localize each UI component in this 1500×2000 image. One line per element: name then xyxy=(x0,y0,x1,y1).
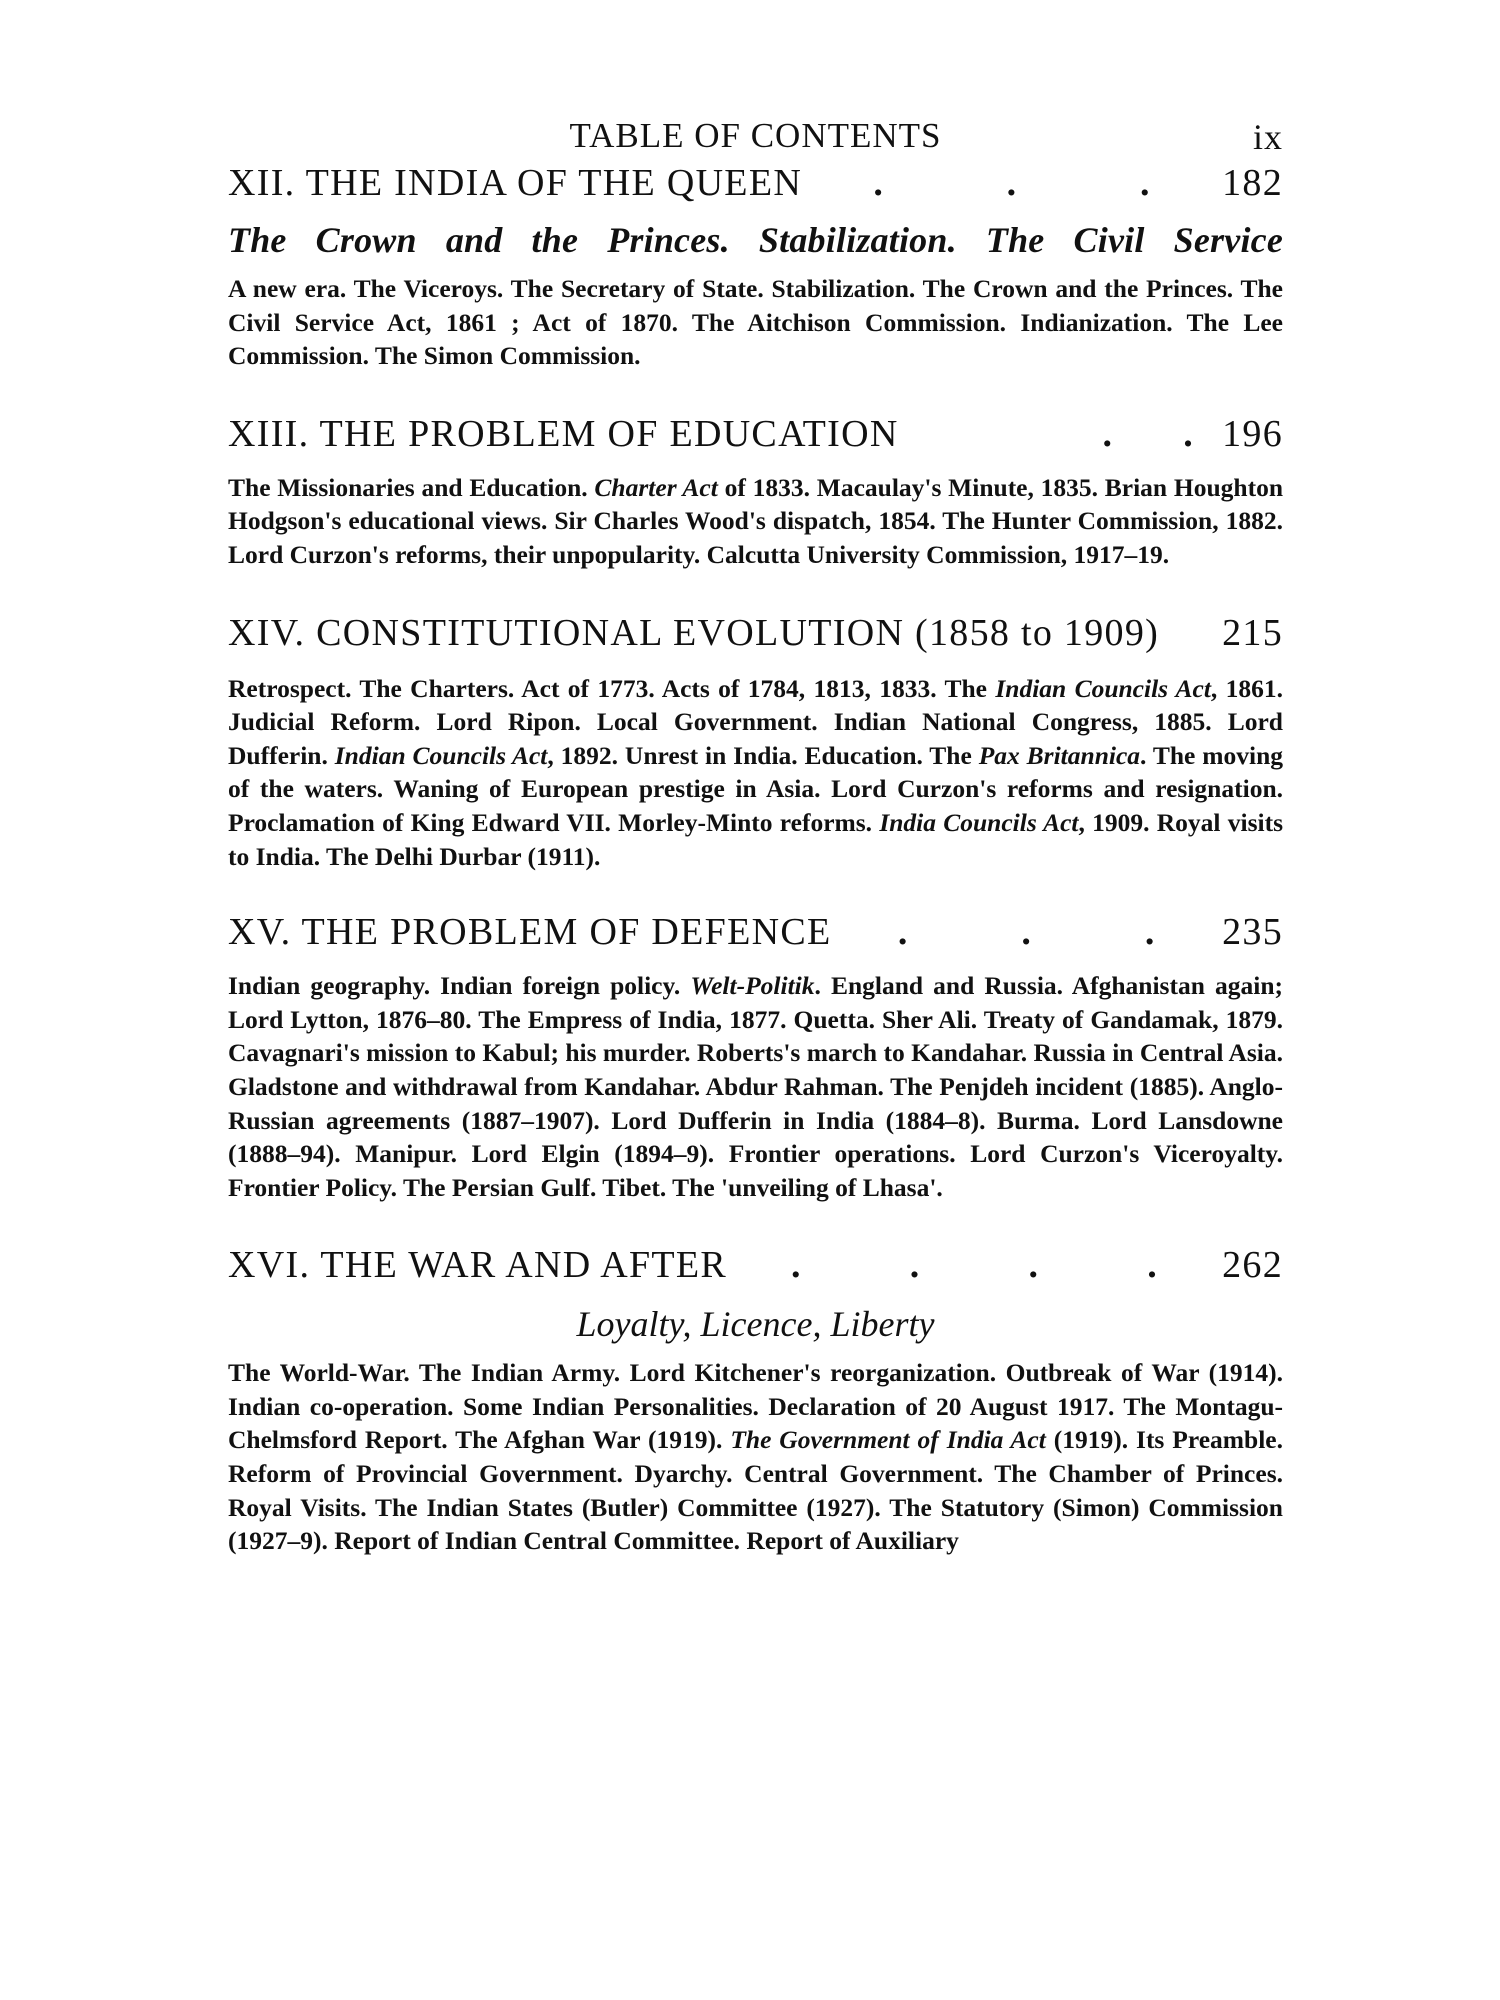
chapter-title: XIII. THE PROBLEM OF EDUCATION xyxy=(228,412,899,455)
chapter-heading xyxy=(228,158,1283,208)
chapter-subtitle: Loyalty, Licence, Liberty xyxy=(576,1304,935,1345)
chapter-title: XII. THE INDIA OF THE QUEEN xyxy=(228,162,803,204)
chapter-xii xyxy=(228,158,1283,373)
running-head-title: TABLE OF CONTENTS xyxy=(569,116,942,155)
chapter-title: XV. THE PROBLEM OF DEFENCE xyxy=(228,911,832,954)
chapter-xiii xyxy=(228,409,1283,572)
leader-dots: . . . xyxy=(897,911,1156,954)
running-head xyxy=(228,108,1283,164)
page-number: ix xyxy=(1252,117,1283,157)
chapter-page-number: 182 xyxy=(1222,162,1283,204)
chapter-heading xyxy=(228,608,1283,658)
chapter-page-number: 196 xyxy=(1222,412,1283,455)
chapter-xv xyxy=(228,907,1283,1204)
chapter-heading xyxy=(228,409,1283,459)
chapter-summary: A new era. The Viceroys. The Secretary of State. Stabilization. The Crown and the Princes. The Civil Service Act, 1861 ; Act of 1870. The Aitchison Commission. Indianization. The Lee Commission. The Simon Commission. xyxy=(228,274,1283,371)
chapter-title: XVI. THE WAR AND AFTER xyxy=(228,1244,728,1287)
leader-dots: . . xyxy=(1102,412,1195,455)
leader-dots: . . . . xyxy=(791,1244,1159,1287)
chapter-heading xyxy=(228,1240,1283,1290)
chapter-summary: The Missionaries and Education. Charter Act of 1833. Macaulay's Minute, 1835. Brian Houghton Hodgson's educational views. Sir Charles Wood's dispatch, 1854. The Hunter Commission, 1882. Lord Curzon's reforms, their unpopularity. Calcutta University Commission, 1917–19. xyxy=(228,472,1284,569)
chapter-summary: Indian geography. Indian foreign policy. Welt-Politik. England and Russia. Afghanistan again; Lord Lytton, 1876–80. The Empress of India, 1877. Quetta. Sher Ali. Treaty of Gandamak, 1879. Cavagnari's mission to Kabul; his murder. Roberts's march to Kandahar. Russia in Central Asia. Gladstone and withdrawal from Kandahar. Abdur Rahman. The Penjdeh incident (1885). Anglo-Russian agreements (1887–1907). Lord Dufferin in India (1884–8). Burma. Lord Lansdowne (1888–94). Manipur. Lord Elgin (1894–9). Frontier operations. Lord Curzon's Viceroyalty. Frontier Policy. The Persian Gulf. Tibet. The 'unveiling of Lhasa'. xyxy=(228,971,1283,1202)
chapter-xvi xyxy=(228,1240,1283,1558)
chapter-page-number: 235 xyxy=(1222,911,1283,954)
chapter-summary: The World-War. The Indian Army. Lord Kitchener's reorganization. Outbreak of War (1914). Indian co-operation. Some Indian Personalities. Declaration of 20 August 1917. The Montagu-Chelmsford Report. The Afghan War (1919). The Government of India Act (1919). Its Preamble. Reform of Provincial Government. Dyarchy. Central Government. The Chamber of Princes. Royal Visits. The Indian States (Butler) Committee (1927). The Statutory (Simon) Commission (1927–9). Report of Indian Central Committee. Report of Auxiliary xyxy=(228,1358,1283,1556)
chapter-page-number: 215 xyxy=(1222,611,1283,654)
leader-dots: . . . xyxy=(873,162,1151,204)
chapter-title: XIV. CONSTITUTIONAL EVOLUTION (1858 to 1909) xyxy=(228,611,1160,654)
chapter-heading xyxy=(228,907,1283,957)
chapter-page-number: 262 xyxy=(1222,1244,1283,1287)
toc-page xyxy=(228,108,1283,1558)
chapter-xiv xyxy=(228,608,1283,874)
chapter-summary: Retrospect. The Charters. Act of 1773. Acts of 1784, 1813, 1833. The Indian Councils Act, 1861. Judicial Reform. Lord Ripon. Local Government. Indian National Congress, 1885. Lord Dufferin. Indian Councils Act, 1892. Unrest in India. Education. The Pax Britannica. The moving of the waters. Waning of European prestige in Asia. Lord Curzon's reforms and resignation. Proclamation of King Edward VII. Morley-Minto reforms. India Councils Act, 1909. Royal visits to India. The Delhi Durbar (1911). xyxy=(228,673,1284,871)
chapter-subtitle: The Crown and the Princes. Stabilization. The Civil Service xyxy=(228,220,1283,260)
